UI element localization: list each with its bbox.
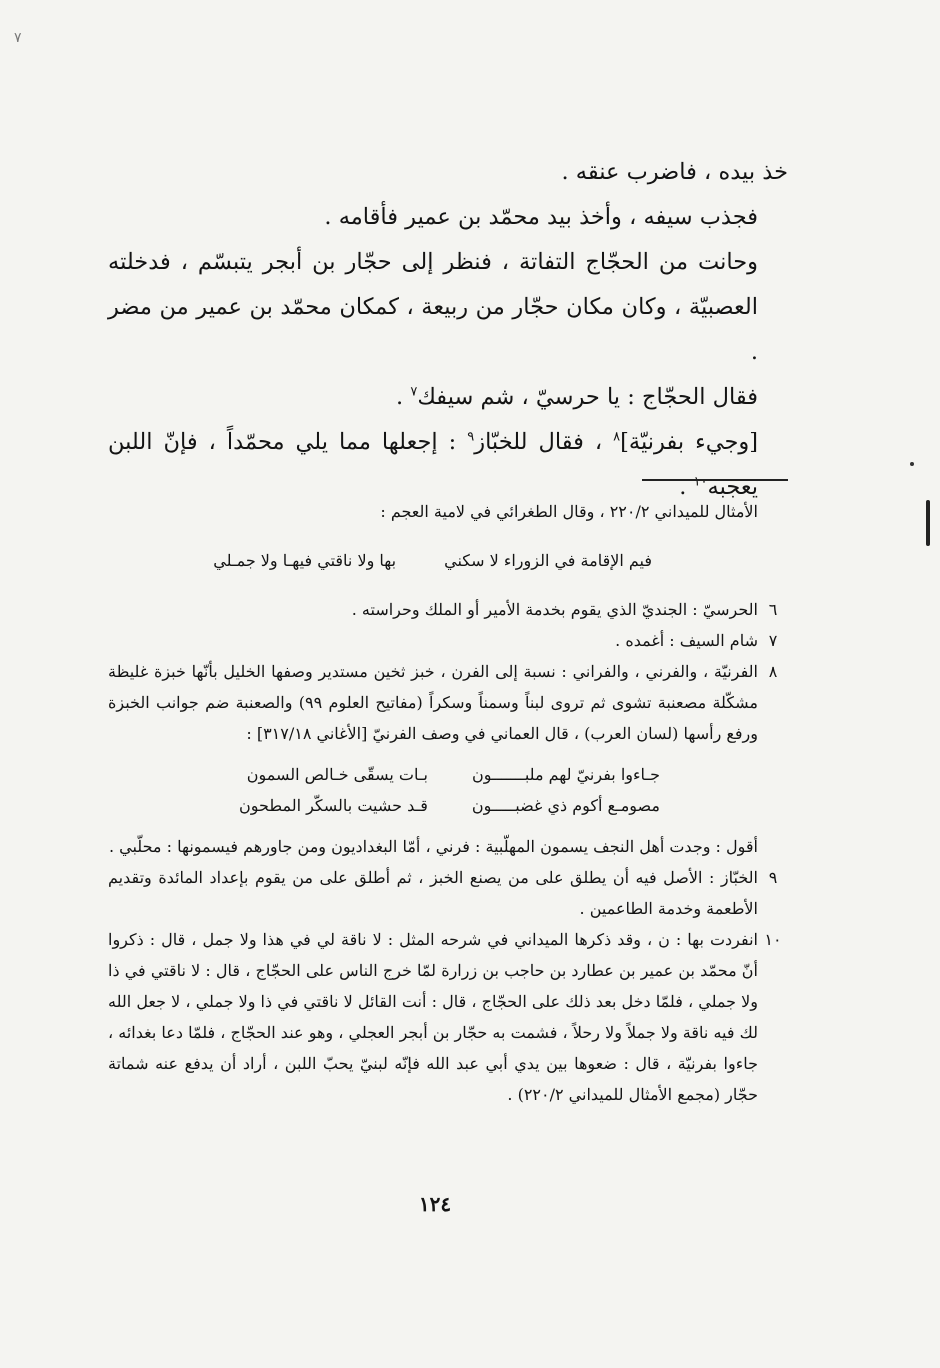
footnote-8-remark: أقول : وجدت أهل النجف يسمون المهلّبية : فرني ، أمّا البغداديون ومن جاورهم فيسمونها : محلّبي . bbox=[108, 837, 758, 856]
margin-mark bbox=[926, 500, 930, 546]
paragraph-3: وحانت من الحجّاج التفاتة ، فنظر إلى حجّار بن أبجر يتبسّم ، فدخلته العصبيّة ، وكان مكان حجّار من ربيعة ، كمكان محمّد بن عمير من مضر . bbox=[108, 249, 758, 365]
corner-mark: ٧ bbox=[14, 30, 22, 46]
footnote-10 bbox=[108, 924, 782, 1110]
verse-2-line-1-b: بـات يسقّى خـالص السمون bbox=[246, 765, 428, 784]
footnote-6-text: الحرسيّ : الجنديّ الذي يقوم بخدمة الأمير أو الملك وحراسته . bbox=[351, 600, 758, 619]
footnote-10-text: انفردت بها : ن ، وقد ذكرها الميداني في شرحه المثل : لا ناقة لي في هذا ولا جمل ، قال : ذكروا أنّ محمّد بن عمير بن عطارد بن حاجب بن زرارة لمّا خرج الناس على الحجّاج ، قال : لا ناقتي في ذا ولا جملي ، فلمّا دخل بعد ذلك على الحجّاج ، قال : أنت القائل لا ناقتي في ذا ولا جملي ، لا جعل الله لك فيه ناقة ولا جملاً ولا رحلاً ، فشمت به حجّار بن أبجر العجلي ، وهو عند الحجّاج ، فلمّا دعا بغدائه ، جاءوا بفرنيّة ، قال : ضعوها بين يدي أبي عبد الله فإنّه لبنيّ يحبّ اللبن ، أراد أن يدفع عنه شماتة حجّار (مجمع الأمثال للميداني ٢٢٠/٢) . bbox=[108, 930, 758, 1104]
footnote-7-number: ٧ bbox=[768, 631, 778, 650]
page-number: ١٢٤ bbox=[418, 1192, 452, 1216]
footnote-8-number: ٨ bbox=[768, 662, 778, 681]
footnote-ref-10[interactable]: ١٠ bbox=[693, 474, 708, 490]
main-text bbox=[108, 150, 788, 510]
paragraph-4-end: . bbox=[396, 384, 411, 410]
verse-2-line-2-a: مصومـع أكوم ذي غضبـــــون bbox=[471, 796, 660, 815]
verse-1-first-hemistich: فيم الإقامة في الزوراء لا سكني bbox=[444, 551, 652, 570]
footnote-9-number: ٩ bbox=[768, 868, 778, 887]
verse-2 bbox=[108, 759, 758, 821]
footnote-separator bbox=[642, 479, 788, 481]
footnote-8 bbox=[108, 656, 778, 749]
footnote-6 bbox=[108, 594, 778, 625]
paragraph-1: خذ بيده ، فاضرب عنقه . bbox=[561, 159, 788, 185]
paragraph-4-text: فقال الحجّاج : يا حرسيّ ، شم سيفك bbox=[417, 384, 758, 410]
footnote-9-text: الخبّاز : الأصل فيه أن يطلق على من يصنع الخبز ، ثم أطلق على من يقوم بإعداد المائدة وتقديم الأطعمة وخدمة الطاعمين . bbox=[108, 868, 758, 918]
verse-1 bbox=[108, 545, 758, 576]
footnotes bbox=[108, 496, 782, 1110]
footnote-ref-8[interactable]: ٨ bbox=[613, 429, 621, 445]
footnote-10-number: ١٠ bbox=[764, 930, 782, 949]
paragraph-5-a: [وجيء بفرنيّة] bbox=[620, 429, 758, 455]
footnote-9 bbox=[108, 862, 778, 924]
paragraph-5-c: : إجعلها مما يلي محمّداً ، فإنّ اللبن يعجبه bbox=[108, 429, 758, 500]
verse-2-line-2-b: قـد حشيت بالسكّر المطحون bbox=[238, 796, 428, 815]
footnote-6-number: ٦ bbox=[768, 600, 778, 619]
footnote-7 bbox=[108, 625, 778, 656]
footnote-ref-9[interactable]: ٩ bbox=[467, 429, 475, 445]
paragraph-2: فجذب سيفه ، وأخذ بيد محمّد بن عمير فأقامه . bbox=[324, 204, 758, 230]
footnote-ref-7[interactable]: ٧ bbox=[410, 384, 418, 400]
paragraph-4 bbox=[108, 375, 788, 420]
verse-2-line-1-a: جـاءوا بفرنيّ لهم ملبـــــــون bbox=[472, 765, 660, 784]
paragraph-5-end: . bbox=[679, 474, 694, 500]
footnote-8-text: الفرنيّة ، والفرني ، والفراني : نسبة إلى الفرن ، خبز ثخين مستدير وصفها الخليل بأنّها خبزة غليظة مشكّلة مصعنبة تشوى ثم تروى لبناً وسمناً وسكراً (مفاتيح العلوم ٩٩) والصعنبة ضم جوانب الخبزة ورفع رأسها (لسان العرب) ، قال العماني في وصف الفرنيّ [الأغاني ٣١٧/١٨] : bbox=[108, 662, 758, 743]
stray-dot bbox=[910, 462, 914, 466]
paragraph-5-b: ، فقال للخبّاز bbox=[474, 429, 614, 455]
footnote-7-text: شام السيف : أغمده . bbox=[615, 631, 758, 650]
footnote-continuation: الأمثال للميداني ٢٢٠/٢ ، وقال الطغرائي في لامية العجم : bbox=[380, 502, 758, 521]
verse-1-second-hemistich: بها ولا ناقتي فيهـا ولا جمـلي bbox=[213, 551, 397, 570]
